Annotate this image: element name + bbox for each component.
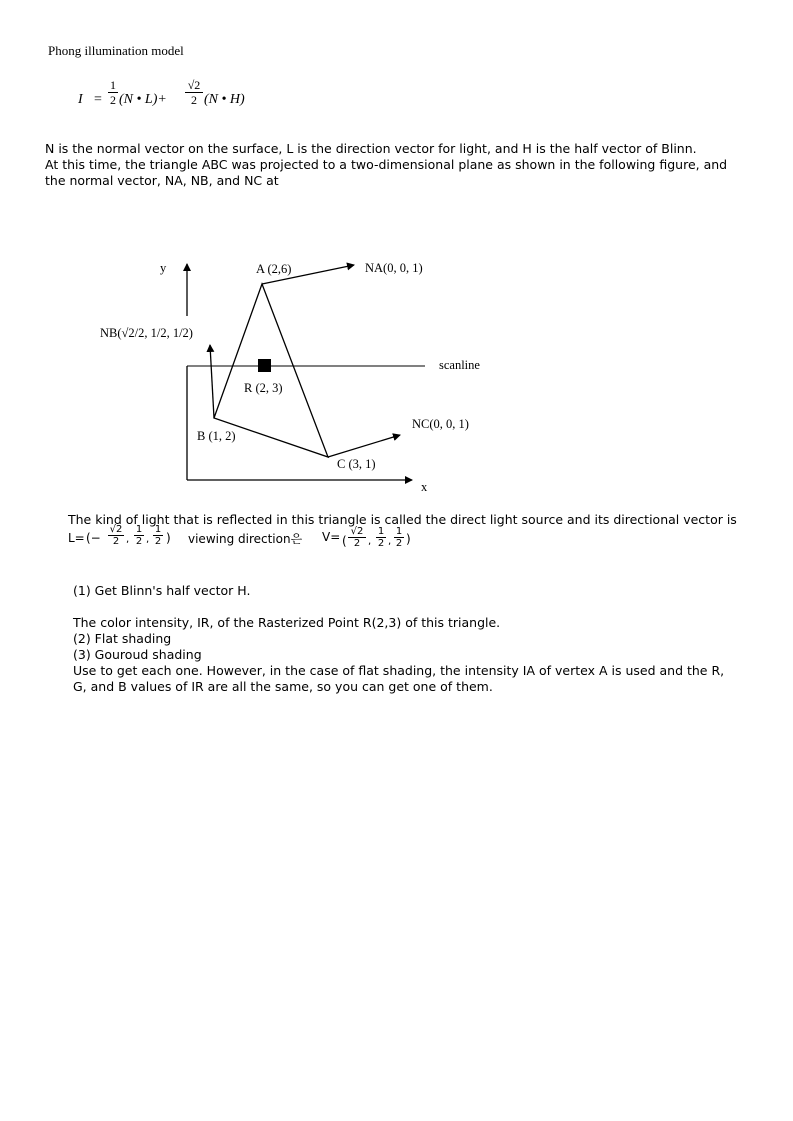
v-close: ) (406, 532, 411, 546)
normal-a-label: NA(0, 0, 1) (365, 261, 423, 275)
formula-lhs: I (78, 92, 83, 107)
questions-block (73, 583, 753, 695)
normal-b-arrow (210, 345, 214, 418)
normal-b-label: NB(√2/2, 1/2, 1/2) (100, 326, 193, 340)
light-line-1: The kind of light that is reflected in this triangle is called the direct light source and its directional vector is (68, 512, 737, 527)
l-comma-1: , (126, 534, 130, 545)
question-2: (2) Flat shading (73, 631, 172, 646)
intro-line-1: N is the normal vector on the surface, L is the direction vector for light, and H is the half vector of Blinn. (45, 141, 697, 156)
fraction-1-denominator: 2 (110, 93, 116, 107)
scanline-label: scanline (439, 358, 480, 372)
document-title: Phong illumination model (48, 43, 184, 58)
normal-c-arrow (328, 435, 400, 457)
formula-term-2: (N • H) (204, 92, 245, 107)
point-r-marker (258, 359, 271, 372)
formula-term-1: (N • L)+ (119, 92, 167, 107)
note-line-2: G, and B values of IR are all the same, so you can get one of them. (73, 679, 493, 694)
point-r-label: R (2, 3) (244, 381, 283, 395)
l-prefix: L= (68, 531, 85, 545)
v-comma-1: , (368, 536, 372, 547)
v-comma-2: , (388, 536, 392, 547)
l-close: ) (166, 531, 171, 545)
viewing-direction-text: viewing direction은 (188, 532, 303, 546)
intro-line-2: At this time, the triangle ABC was projected to a two-dimensional plane as shown in the following figure, and (45, 157, 728, 172)
point-c-label: C (3, 1) (337, 457, 376, 471)
v-component-3: 1 2 (395, 526, 403, 549)
normal-c-label: NC(0, 0, 1) (412, 417, 469, 431)
intensity-intro: The color intensity, IR, of the Rasterized Point R(2,3) of this triangle. (73, 615, 501, 630)
fraction-1-numerator: 1 (110, 78, 116, 92)
formula-equals: = (94, 92, 102, 107)
triangle-figure (0, 0, 793, 520)
point-a-label: A (2,6) (256, 262, 292, 276)
fraction-2-denominator: 2 (191, 93, 197, 107)
v-component-1: √2 2 (348, 526, 366, 549)
l-component-3: 1 2 (154, 524, 162, 547)
x-axis-label: x (421, 480, 428, 494)
l-comma-2: , (146, 534, 150, 545)
v-component-2: 1 2 (377, 526, 385, 549)
l-component-2: 1 2 (135, 524, 143, 547)
vector-line (68, 524, 508, 558)
question-3: (3) Gouroud shading (73, 647, 202, 662)
fraction-2-numerator: √2 (187, 78, 201, 92)
note-line-1: Use to get each one. However, in the case of flat shading, the intensity IA of vertex A is used and the R, (73, 663, 725, 678)
y-axis-label: y (160, 261, 167, 275)
point-b-label: B (1, 2) (197, 429, 236, 443)
l-open: (− (86, 531, 101, 545)
v-open: ( (342, 534, 347, 548)
intro-line-3: the normal vector, NA, NB, and NC at (45, 173, 279, 188)
v-prefix: V= (322, 530, 341, 544)
l-component-1: √2 2 (109, 524, 123, 547)
question-1: (1) Get Blinn's half vector H. (73, 583, 251, 598)
